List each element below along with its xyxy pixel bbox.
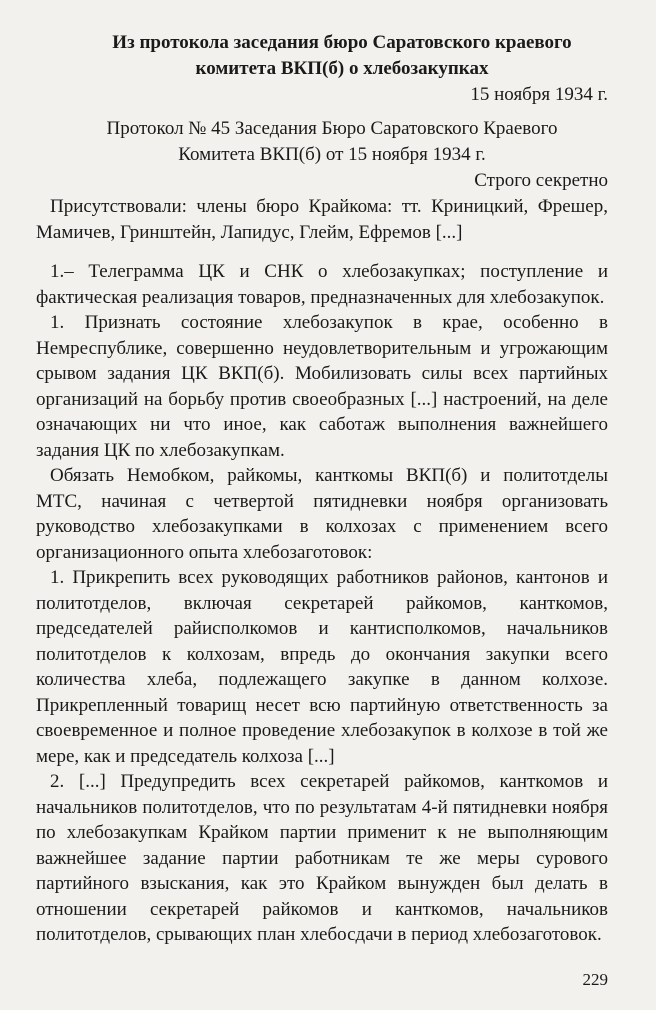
page-number: 229	[582, 970, 608, 989]
protocol-line-2: Комитета ВКП(б) от 15 ноября 1934 г.	[178, 144, 486, 165]
title-line-2: комитета ВКП(б) о хлебозакупках	[195, 58, 489, 79]
protocol-heading	[36, 116, 608, 168]
paragraph-point-2: 2. [...] Предупредить всех секретарей райкомов, канткомов и начальников политотделов, что по результатам 4-й пятидневки ноября по хлебозакупкам Крайком партии применит к не выполняющим важнейшее задание партии работникам те же меры сурового партийного взыскания, как это Крайком вынужден был делать в отношении секретарей райкомов и канткомов, начальников политотделов, срывающих план хлебосдачи в период хлебозаготовок.	[36, 771, 608, 945]
paragraph-obligation: Обязать Немобком, райкомы, канткомы ВКП(б) и политотделы МТС, начиная с четвертой пятидневки ноября организовать руководство хлебозакупками в колхозах с применением всего организационного опыта хлебозаготовок:	[36, 465, 608, 563]
protocol-line-1: Протокол № 45 Заседания Бюро Саратовского Краевого	[106, 118, 558, 139]
title-line-1: Из протокола заседания бюро Саратовского краевого	[112, 32, 572, 53]
document-title	[36, 30, 608, 82]
paragraph-point-1: 1. Прикрепить всех руководящих работников районов, кантонов и политотделов, включая секретарей райкомов, канткомов, председателей райисполкомов и кантисполкомов, начальников политотделов к колхозам, впредь до окончания закупки всего количества хлеба, подлежащего закупке в данном колхозе. Прикрепленный товарищ несет всю партийную ответственность за своевременное и полное проведение хлебозакупок в колхозе в той же мере, как и председатель колхоза [...]	[36, 567, 608, 767]
document-date: 15 ноября 1934 г.	[470, 84, 608, 105]
paragraph-attendees: Присутствовали: члены бюро Крайкома: тт. Криницкий, Фрешер, Мамичев, Гринштейн, Лапидус, Глейм, Ефремов [...]	[36, 196, 608, 243]
classification-stamp: Строго секретно	[474, 170, 608, 191]
paragraph-item-1-heading: 1.– Телеграмма ЦК и СНК о хлебозакупках; поступление и фактическая реализация товаров, предназначенных для хлебозакупок.	[36, 261, 608, 308]
paragraph-resolution-1: 1. Признать состояние хлебозакупок в крае, особенно в Немреспублике, совершенно неудовлетворительным и угрожающим срывом задания ЦК ВКП(б). Мобилизовать силы всех партийных организаций на борьбу против своеобразных [...] настроений, на деле означающих ни что иное, как саботаж выполнения важнейшего задания ЦК по хлебозакупкам.	[36, 312, 608, 461]
